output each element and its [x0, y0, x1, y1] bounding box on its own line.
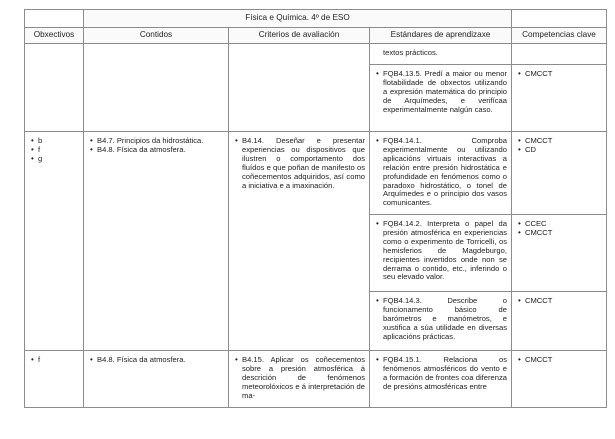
standard-item: • FQB4.14.2. Interpreta o papel da presión atmosférica en experiencias como o experimento de Torricelli, os hemisferios de Magdeburgo, recipientes invertidos onde non se derrama o contido, etc., inferindo o seu elevado valor. — [374, 220, 507, 282]
obxectivo-item: • g — [29, 155, 79, 164]
competencias-cell — [512, 44, 607, 65]
contidos-cell — [84, 351, 229, 408]
competencia-item: • CD — [516, 146, 602, 155]
header-contidos: Contidos — [84, 28, 229, 44]
competencia-item: • CMCCT — [516, 137, 602, 146]
table-title-row — [25, 10, 607, 28]
obxectivo-item: • f — [29, 356, 79, 365]
criterios-cell — [229, 44, 370, 132]
contido-item: • B4.7. Principios da hidrostática. — [88, 137, 224, 146]
table-header-row — [25, 28, 607, 44]
curriculum-table — [24, 9, 607, 408]
competencias-cell — [512, 215, 607, 292]
competencia-item: • CMCCT — [516, 356, 602, 365]
obxectivo-item: • f — [29, 146, 79, 155]
obxectivo-item: • b — [29, 137, 79, 146]
estandares-cell — [370, 65, 512, 132]
table-title: Física e Química. 4º de ESO — [84, 10, 512, 28]
competencias-cell — [512, 351, 607, 408]
criterios-cell — [229, 351, 370, 408]
table-row — [25, 351, 607, 408]
competencia-item: • CCEC — [516, 220, 602, 229]
contidos-cell — [84, 132, 229, 351]
contido-item: • B4.8. Física da atmosfera. — [88, 356, 224, 365]
header-competencias: Competencias clave — [512, 28, 607, 44]
estandares-cell — [370, 351, 512, 408]
competencias-cell — [512, 132, 607, 215]
contido-item: • B4.8. Física da atmosfera. — [88, 146, 224, 155]
title-row-spacer — [512, 10, 607, 28]
estandares-cell — [370, 292, 512, 351]
competencia-item: • CMCCT — [516, 297, 602, 306]
estandares-cell — [370, 132, 512, 215]
competencia-item: • CMCCT — [516, 229, 602, 238]
criterio-item: • B4.15. Aplicar os coñecementos sobre a presión atmosférica á descrición de fenómenos meteorolóxicos e á interpretación de ma- — [233, 356, 365, 401]
header-obxectivos: Obxectivos — [25, 28, 84, 44]
standard-item: • FQB4.14.1. Comproba experimentalmente ou utilizando aplicacións virtuais interactivas a relación entre presión hidrostática e profundidade en fenómenos como o paradoxo hidrostático, o tonel de Arquímedes e o principio dos vasos comunicantes. — [374, 137, 507, 208]
estandares-cell — [370, 44, 512, 65]
competencia-item: • CMCCT — [516, 70, 602, 79]
standard-item: • FQB4.13.5. Predí a maior ou menor flotabilidade de obxectos utilizando a expresión matemática do principio de Arquímedes, e verifícaa experimentalmente nalgún caso. — [374, 70, 507, 115]
table-row — [25, 44, 607, 65]
standard-item: • FQB4.15.1. Relaciona os fenómenos atmosféricos do vento e a formación de frontes coa diferenza de presións atmosféricas entre — [374, 356, 507, 392]
title-row-spacer — [25, 10, 84, 28]
competencias-cell — [512, 65, 607, 132]
criterio-item: • B4.14. Deseñar e presentar experiencias ou dispositivos que ilustren o comportamento dos fluídos e que poñan de manifesto os coñecementos adquiridos, así como a iniciativa e a imaxinación. — [233, 137, 365, 190]
table-row — [25, 132, 607, 215]
contidos-cell — [84, 44, 229, 132]
standard-item: • FQB4.14.3. Describe o funcionamento básico de barómetros e manómetros, e xustifica a súa utilidade en diversas aplicacións prácticas. — [374, 297, 507, 342]
header-estandares: Estándares de aprendizaxe — [370, 28, 512, 44]
obxectivos-cell — [25, 44, 84, 132]
standard-item: textos prácticos. — [383, 48, 438, 57]
criterios-cell — [229, 132, 370, 351]
header-criterios: Criterios de avaliación — [229, 28, 370, 44]
estandares-cell — [370, 215, 512, 292]
obxectivos-cell — [25, 132, 84, 351]
competencias-cell — [512, 292, 607, 351]
obxectivos-cell — [25, 351, 84, 408]
